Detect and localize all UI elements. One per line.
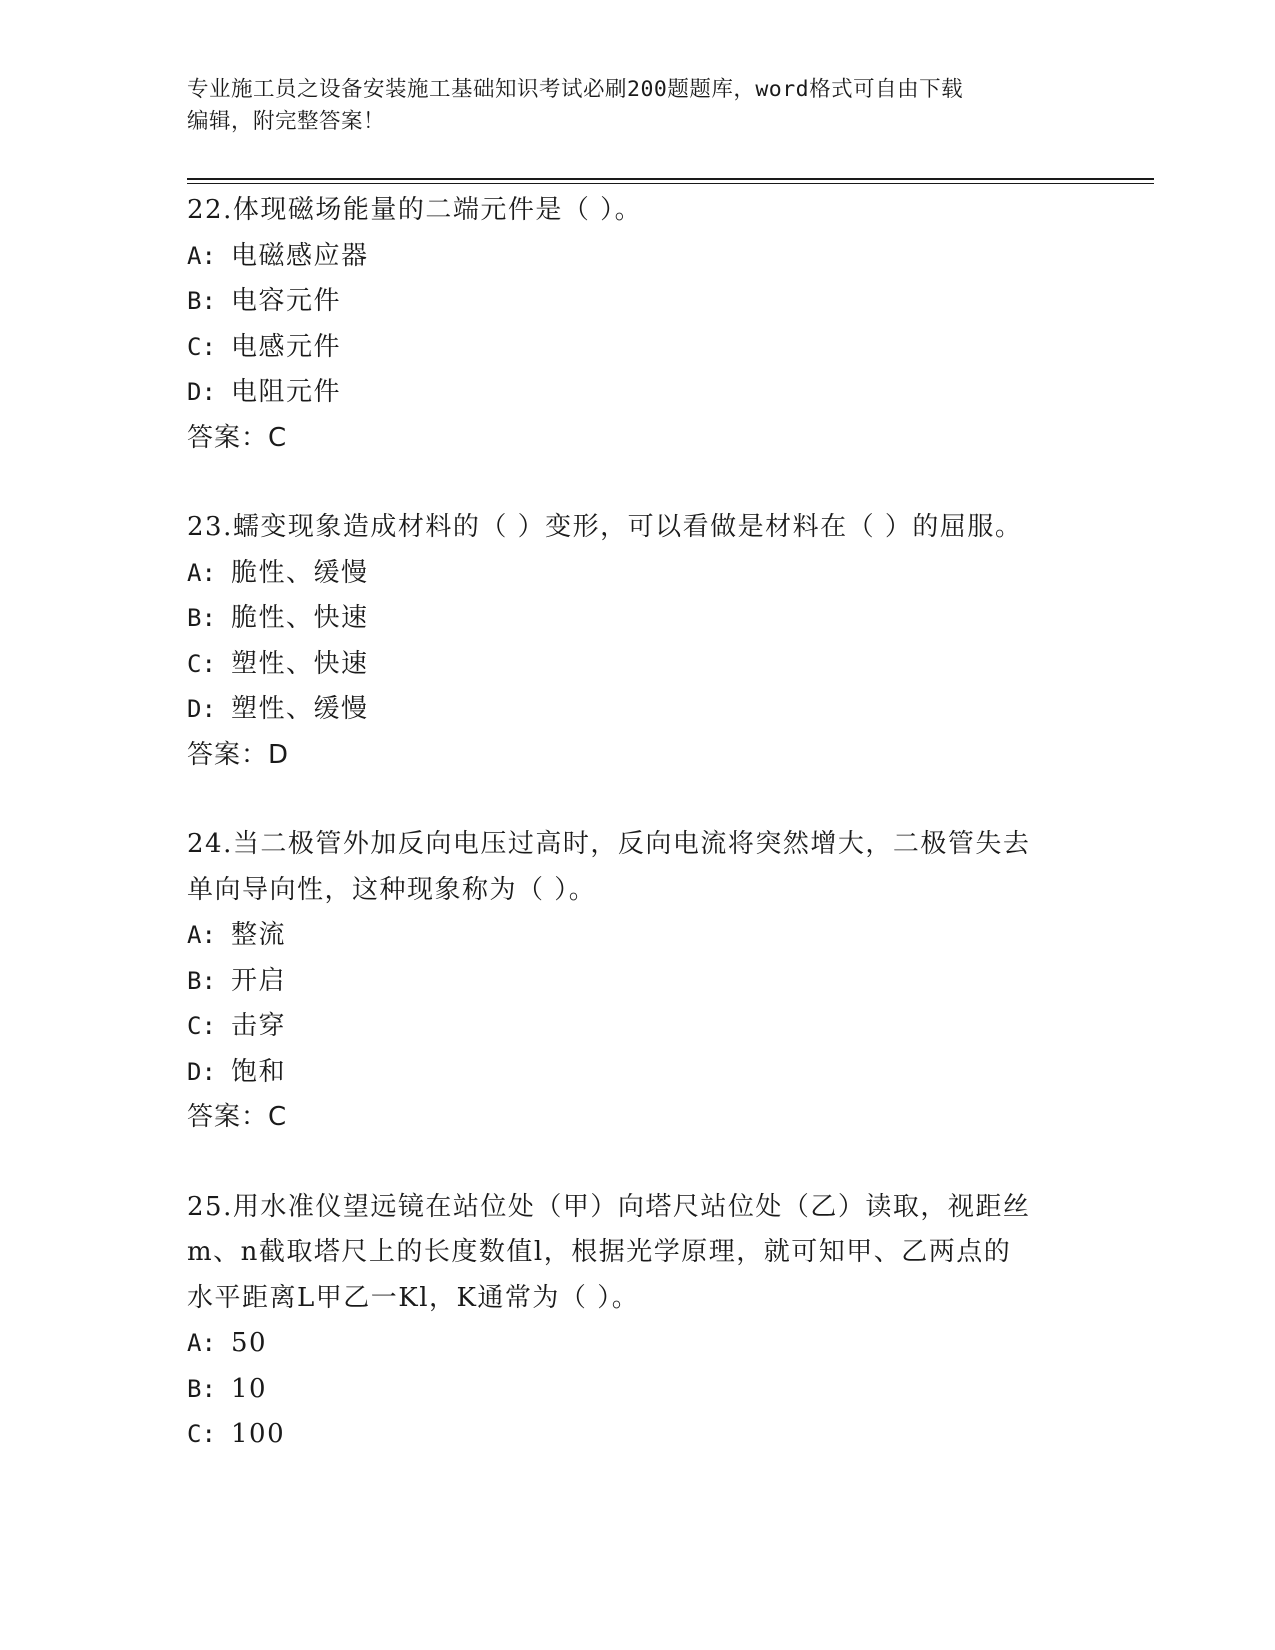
option-item [187,959,1087,1005]
option-text: 塑性、缓慢 [231,694,369,724]
option-letter: D: [187,1057,216,1086]
option-item [187,913,1087,959]
option-text: 塑性、快速 [231,648,369,679]
option-letter: C: [187,649,216,678]
question-text: 22.体现磁场能量的二端元件是（ ）。 [187,195,643,225]
option-text: 电感元件 [231,331,342,362]
option-text: 50 [231,1328,268,1358]
option-item [187,642,1087,688]
question-block [187,505,1087,778]
answer-line: 答案：D [187,739,290,770]
option-letter: B: [187,604,216,632]
question-text: 单向导向性，这种现象称为（ ）。 [187,874,597,905]
option-item [187,325,1087,371]
option-letter: A: [187,558,216,587]
document-header [187,74,1067,138]
question-list [187,188,1087,1458]
header-line-2: 编辑，附完整答案！ [187,109,386,134]
option-text: 10 [231,1373,268,1404]
option-item [187,1050,1087,1096]
option-text: 电阻元件 [231,377,342,407]
option-text: 饱和 [231,1056,287,1087]
question-block [187,1185,1087,1458]
question-text: 水平距离L甲乙一Kl，K通常为（ ）。 [187,1282,640,1313]
question-text: 23.蠕变现象造成材料的（ ）变形，可以看做是材料在（ ）的屈服。 [187,512,1023,542]
option-letter: B: [187,287,216,315]
answer-line: 答案：C [187,422,288,453]
option-item [187,234,1087,280]
option-item [187,1367,1087,1413]
question-text: 24.当二极管外加反向电压过高时，反向电流将突然增大，二极管失去 [187,829,1031,859]
question-block [187,822,1087,1141]
option-text: 电磁感应器 [231,240,369,271]
option-item [187,1321,1087,1367]
answer-line: 答案：C [187,1102,288,1132]
option-item [187,596,1087,642]
option-letter: C: [187,1012,216,1040]
option-item [187,687,1087,733]
option-item [187,279,1087,325]
option-letter: A: [187,921,216,949]
option-letter: A: [187,241,216,270]
option-letter: B: [187,1374,216,1403]
header-divider-thin [187,183,1154,184]
option-letter: D: [187,378,216,406]
option-text: 脆性、缓慢 [231,557,369,588]
option-text: 击穿 [231,1011,287,1041]
option-text: 整流 [231,920,287,950]
option-item [187,1004,1087,1050]
option-letter: C: [187,332,216,361]
option-item [187,370,1087,416]
option-item [187,551,1087,597]
option-letter: B: [187,966,216,995]
option-letter: D: [187,695,216,723]
question-text: m、n截取塔尺上的长度数值l，根据光学原理，就可知甲、乙两点的 [187,1237,1012,1267]
option-item [187,1412,1087,1458]
header-divider-thick [187,178,1154,180]
question-block [187,188,1087,461]
header-line-1: 专业施工员之设备安装施工基础知识考试必刷200题题库，word格式可自由下载 [187,77,964,102]
option-letter: C: [187,1420,216,1448]
option-text: 电容元件 [231,286,342,316]
option-text: 开启 [231,965,287,996]
option-letter: A: [187,1329,216,1357]
option-text: 100 [231,1419,286,1449]
question-text: 25.用水准仪望远镜在站位处（甲）向塔尺站位处（乙）读取，视距丝 [187,1191,1031,1222]
option-text: 脆性、快速 [231,603,369,633]
